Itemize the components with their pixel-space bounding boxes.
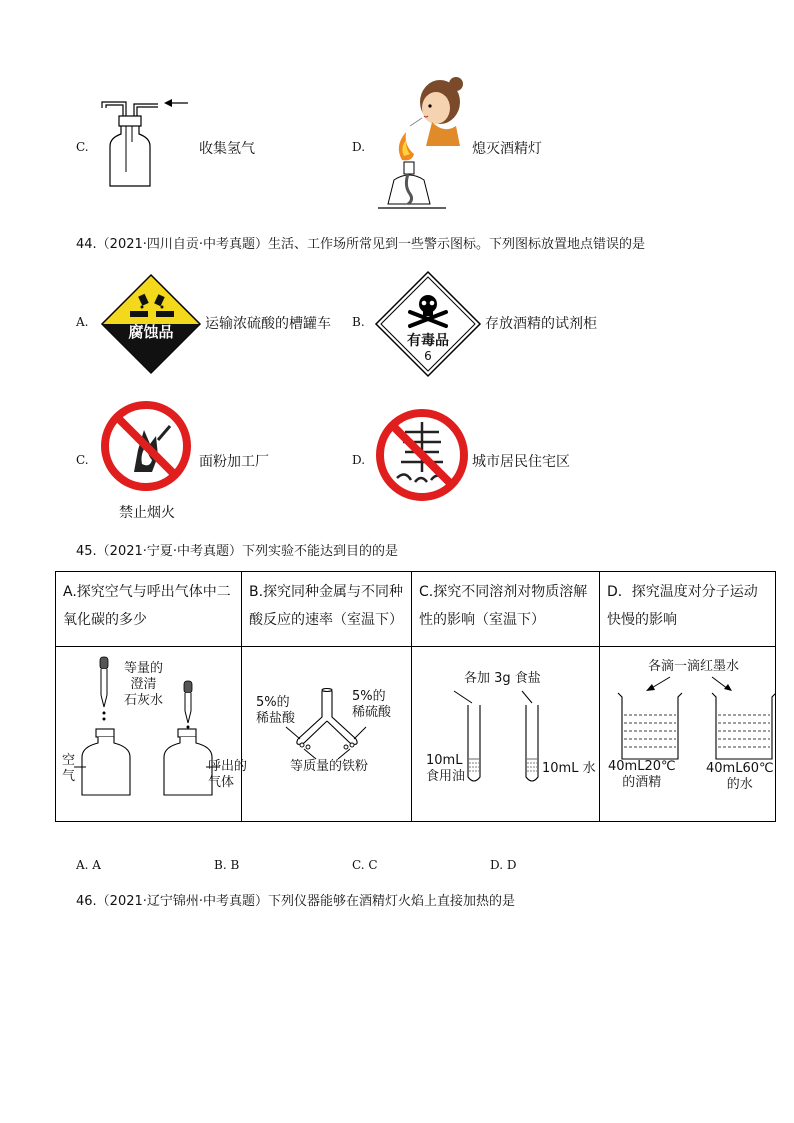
label-sulfuric-acid: 5%的 稀硫酸 [352, 689, 392, 720]
question-44-stem: 44.（2021·四川自贡·中考真题）生活、工作场所常见到一些警示图标。下列图标放置地点错误的是 [76, 237, 646, 252]
option-letter-b: B. [352, 315, 365, 329]
experiment-table [55, 571, 776, 822]
header-b-text: B.探究同种金属与不同种酸反应的速率（室温下） [249, 584, 404, 628]
label-edible-oil: 10mL 食用油 [426, 753, 466, 784]
answer-option-d[interactable]: D. D [490, 858, 517, 872]
label-exhaled-gas: 呼出的 气体 [208, 759, 248, 790]
label-water-10ml: 10mL 水 [542, 761, 596, 776]
answer-option-b[interactable]: B. B [214, 858, 240, 872]
answer-option-a[interactable]: A. A [76, 858, 101, 872]
option-d-text-q44: 城市居民住宅区 [472, 454, 570, 470]
blowing-out-alcohol-lamp-figure [374, 76, 470, 212]
no-fire-caption: 禁止烟火 [119, 505, 175, 521]
header-cell-a [56, 572, 242, 647]
header-a-text: A.探究空气与呼出气体中二氧化碳的多少 [63, 584, 231, 628]
label-ethanol-20c: 40mL20℃ 的酒精 [608, 759, 676, 790]
option-b-text: 存放酒精的试剂柜 [485, 316, 597, 332]
toxic-sign [374, 270, 482, 378]
header-c-text: C.探究不同溶剂对物质溶解性的影响（室温下） [419, 584, 588, 628]
no-fireworks-sign [375, 408, 469, 502]
question-46-stem: 46.（2021·辽宁锦州·中考真题）下列仪器能够在酒精灯火焰上直接加热的是 [76, 894, 516, 909]
label-add-salt: 各加 3g 食盐 [464, 671, 541, 686]
question-45-stem: 45.（2021·宁夏·中考真题）下列实验不能达到目的的是 [76, 544, 399, 559]
option-letter-d-q44: D. [352, 453, 366, 467]
option-a-text: 运输浓硫酸的槽罐车 [205, 316, 331, 332]
corrosive-sign [100, 273, 202, 375]
label-hydrochloric-acid: 5%的 稀盐酸 [256, 695, 296, 726]
option-c-text: 收集氢气 [199, 141, 255, 157]
toxic-sign-number: 6 [424, 349, 432, 363]
header-d-text: D．探究温度对分子运动快慢的影响 [607, 584, 758, 628]
label-limewater: 等量的 澄清 石灰水 [124, 661, 164, 708]
header-cell-b [242, 572, 412, 647]
figure-cell-b [242, 647, 412, 822]
option-letter-c-q44: C. [76, 453, 89, 467]
figure-cell-d [600, 647, 776, 822]
gas-collection-bottle-figure [98, 96, 190, 192]
label-water-60c: 40mL60℃ 的水 [706, 761, 774, 792]
option-letter-d: D. [352, 140, 366, 154]
option-letter-c: C. [76, 140, 89, 154]
no-fire-sign [100, 400, 192, 492]
option-letter-a: A. [76, 315, 89, 329]
answer-option-c[interactable]: C. C [352, 858, 378, 872]
option-d-text: 熄灭酒精灯 [472, 141, 542, 157]
option-c-text-q44: 面粉加工厂 [199, 454, 269, 470]
figure-cell-a [56, 647, 248, 822]
label-air: 空 气 [62, 753, 76, 784]
header-cell-c [412, 572, 600, 647]
header-cell-d [600, 572, 776, 647]
label-iron-powder: 等质量的铁粉 [290, 759, 369, 774]
figure-cell-c [412, 647, 600, 822]
toxic-sign-label: 有毒品 [407, 333, 449, 349]
corrosive-sign-label: 腐蚀品 [128, 323, 174, 341]
label-red-ink: 各滴一滴红墨水 [648, 659, 740, 674]
